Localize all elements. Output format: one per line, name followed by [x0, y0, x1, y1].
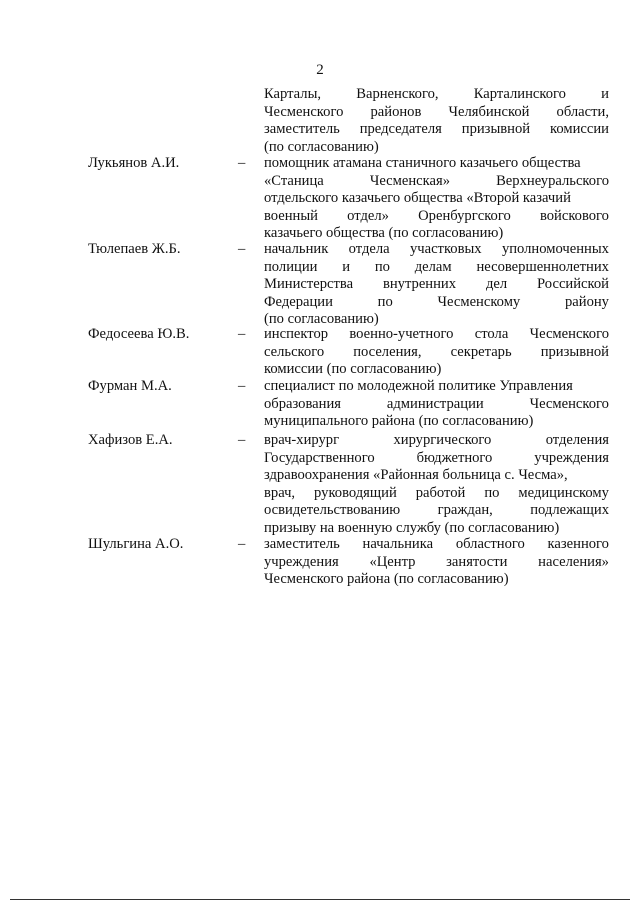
word: по — [377, 293, 393, 310]
word: бюджетного — [416, 449, 493, 466]
word: Оренбургского — [418, 207, 511, 224]
word: граждан, — [437, 502, 493, 519]
word: Карталинского — [473, 86, 566, 102]
word: отдела — [348, 241, 390, 257]
word: населения» — [538, 553, 609, 570]
text-line — [264, 326, 609, 344]
word: Верхнеуральского — [496, 172, 609, 189]
word: отдел» — [347, 207, 389, 224]
word: призывной — [540, 343, 609, 360]
word: по — [374, 258, 390, 275]
word: внутренних — [382, 276, 457, 293]
word: по — [484, 484, 500, 501]
text-line — [264, 396, 609, 414]
text-line — [264, 413, 609, 431]
word: казенного — [547, 536, 609, 552]
member-name: Тюлепаев Ж.Б. — [88, 241, 181, 257]
word: Чесменского — [529, 395, 609, 412]
word: работой — [415, 484, 466, 501]
word: уполномоченных — [501, 241, 609, 257]
text-line — [264, 502, 609, 520]
text-line — [264, 104, 609, 122]
word: начальника — [362, 536, 434, 552]
word: Российской — [537, 276, 609, 293]
text-line — [264, 190, 609, 208]
dash-separator: – — [238, 241, 246, 257]
text-line — [264, 155, 609, 173]
word: Государственного — [264, 449, 375, 466]
text-line — [264, 520, 609, 538]
member-name: Хафизов Е.А. — [88, 432, 173, 448]
word: казачьего общества (по согласованию) — [264, 225, 504, 242]
word: (по согласованию) — [264, 138, 379, 155]
member-name: Фурман М.А. — [88, 378, 172, 394]
word: Федерации — [264, 293, 333, 310]
member-position — [264, 155, 609, 243]
word: здравоохранения «Районная больница с. Чесма», — [264, 467, 568, 484]
word: комиссии — [549, 121, 609, 138]
text-line — [264, 485, 609, 503]
word: «Станица — [264, 172, 324, 189]
word: инспектор — [264, 326, 329, 342]
word: районов — [370, 103, 422, 120]
word: отдельского казачьего общества «Второй казачий — [264, 190, 571, 207]
word: руководящий — [314, 484, 397, 501]
word: военно-учетного — [349, 326, 454, 342]
text-line — [264, 450, 609, 468]
word: Министерства — [264, 276, 354, 293]
text-line — [264, 467, 609, 485]
word: призывной — [461, 121, 531, 138]
member-name: Шульгина А.О. — [88, 536, 184, 552]
member-position — [264, 536, 609, 589]
word: областного — [455, 536, 525, 552]
dash-separator: – — [238, 536, 246, 552]
word: Варненского, — [356, 86, 439, 102]
member-position — [264, 378, 609, 431]
text-line — [264, 536, 609, 554]
word: занятости — [446, 553, 508, 570]
word: врач-хирург — [264, 432, 340, 448]
text-line — [264, 344, 609, 362]
word: Чесменского района (по согласованию) — [264, 571, 509, 588]
word: заместитель — [264, 536, 340, 552]
word: администрации — [386, 395, 484, 412]
word: сельского — [264, 343, 325, 360]
word: полиции — [264, 258, 318, 275]
word: подлежащих — [530, 502, 609, 519]
word: области, — [556, 103, 609, 120]
word: поселения, — [353, 343, 422, 360]
word: образования — [264, 395, 341, 412]
continuation-block — [264, 86, 609, 156]
dash-separator: – — [238, 378, 246, 394]
word: помощник атамана станичного казачьего общества — [264, 155, 581, 171]
word: специалист по молодежной политике Управления — [264, 378, 573, 394]
text-line — [264, 259, 609, 277]
word: и — [342, 258, 351, 275]
word: войскового — [539, 207, 609, 224]
text-line — [264, 121, 609, 139]
word: врач, — [264, 484, 296, 501]
bottom-rule — [10, 899, 630, 900]
word: району — [564, 293, 609, 310]
word: муниципального района (по согласованию) — [264, 413, 534, 430]
word: председателя — [359, 121, 442, 138]
word: учреждения — [264, 553, 339, 570]
text-line — [264, 554, 609, 572]
dash-separator: – — [238, 155, 246, 171]
text-line — [264, 173, 609, 191]
word: освидетельствованию — [264, 502, 401, 519]
text-line — [264, 139, 609, 157]
text-line — [264, 432, 609, 450]
word: Чесменского — [529, 326, 609, 342]
text-line — [264, 294, 609, 312]
word: Карталы, — [264, 86, 322, 102]
text-line — [264, 276, 609, 294]
word: секретарь — [450, 343, 512, 360]
word: призыву на военную службу (по согласованию) — [264, 519, 560, 536]
text-line — [264, 241, 609, 259]
word: медицинскому — [518, 484, 609, 501]
text-line — [264, 361, 609, 379]
text-line — [264, 208, 609, 226]
word: хирургического — [393, 432, 492, 448]
word: военный — [264, 207, 318, 224]
member-position — [264, 241, 609, 329]
dash-separator: – — [238, 432, 246, 448]
word: и — [601, 86, 609, 102]
word: Чесменского — [264, 103, 344, 120]
member-name: Лукьянов А.И. — [88, 155, 180, 171]
member-position — [264, 432, 609, 538]
word: начальник — [264, 241, 329, 257]
word: (по согласованию) — [264, 311, 379, 328]
word: «Центр — [369, 553, 416, 570]
word: делам — [414, 258, 452, 275]
text-line — [264, 378, 609, 396]
page-number: 2 — [316, 62, 324, 78]
word: учреждения — [534, 449, 609, 466]
text-line — [264, 86, 609, 104]
member-name: Федосеева Ю.В. — [88, 326, 190, 342]
word: заместитель — [264, 121, 340, 138]
word: стола — [474, 326, 509, 342]
word: Челябинской — [448, 103, 530, 120]
word: Чесменскому — [437, 293, 521, 310]
dash-separator: – — [238, 326, 246, 342]
word: несовершеннолетних — [476, 258, 609, 275]
member-position — [264, 326, 609, 379]
word: отделения — [545, 432, 609, 448]
word: комиссии (по согласованию) — [264, 361, 442, 378]
word: участковых — [409, 241, 482, 257]
word: дел — [485, 276, 508, 293]
text-line — [264, 571, 609, 589]
word: Чесменская» — [369, 172, 451, 189]
